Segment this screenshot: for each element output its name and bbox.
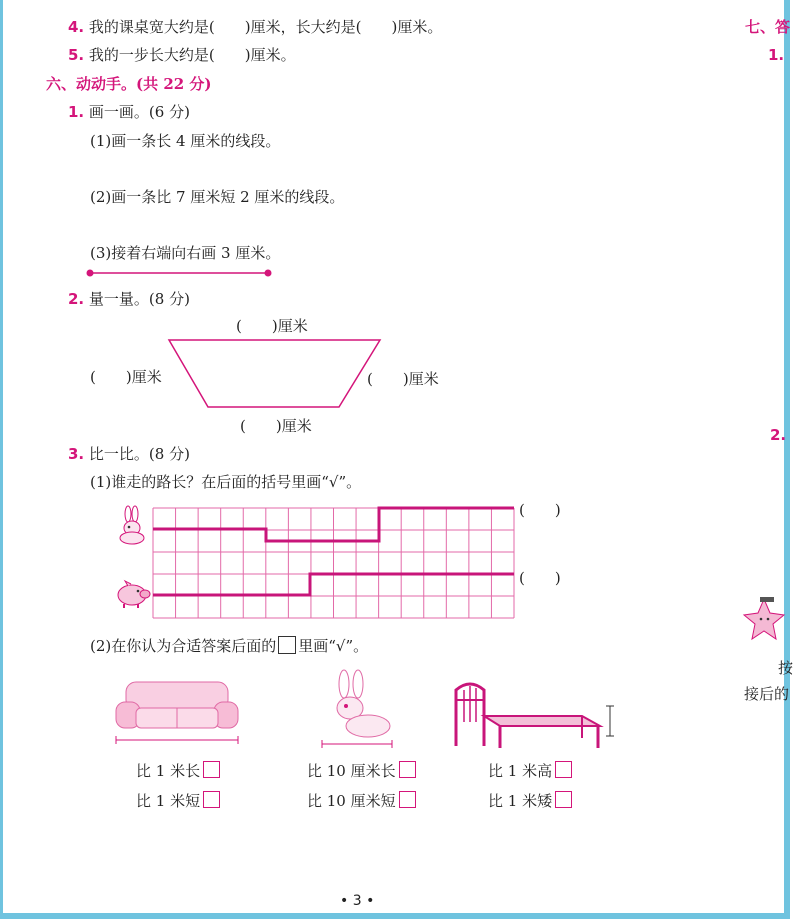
right-text-1: 按 [778,659,793,677]
rabbit-answer[interactable]: ( ) [519,501,561,519]
trapezoid-left-label: ( )厘米 [90,368,162,386]
question-4-text: 我的课桌宽大约是( )厘米，长大约是( )厘米。 [88,18,443,36]
q1-part-2: (2)画一条比 7 厘米短 2 厘米的线段。 [90,188,345,206]
right-q1-number: 1. [768,46,785,64]
pig-answer[interactable]: ( ) [519,569,561,587]
checkbox[interactable] [555,761,572,778]
bed-option-1[interactable] [488,761,572,781]
checkbox[interactable] [555,791,572,808]
bed-option-2[interactable] [488,791,572,811]
q3-part-2 [90,636,368,656]
rabbit-image [318,670,398,750]
question-5-text: 我的一步长大约是( )厘米。 [88,46,296,64]
trapezoid-right-label: ( )厘米 [367,370,439,388]
q2-title-text: 量一量。(8 分) [88,290,190,308]
q1-part-1: (1)画一条长 4 厘米的线段。 [90,132,281,150]
page-number: • 3 • [340,893,375,909]
checkbox[interactable] [203,761,220,778]
question-4-number: 4. [68,18,85,36]
right-section-7: 七、答 [745,18,791,36]
q1-number: 1. [68,103,85,121]
bed-option-1-label: 比 1 米高 [488,762,553,780]
q1-part-3: (3)接着右端向右画 3 厘米。 [90,244,281,262]
sofa-option-1[interactable] [136,761,220,781]
sofa-option-2[interactable] [136,791,220,811]
checkbox[interactable] [399,761,416,778]
q3-number: 3. [68,445,85,463]
example-box [278,636,296,654]
rabbit-path [153,508,514,541]
question-5-number: 5. [68,46,85,64]
rabbit-option-2[interactable] [307,791,416,811]
bed-option-2-label: 比 1 米矮 [488,792,553,810]
right-q2-number: 2. [770,426,787,444]
q3-part-1: (1)谁走的路长？在后面的括号里画“√”。 [90,473,362,491]
right-text-2: 接后的 [744,685,790,703]
trapezoid-top-label: ( )厘米 [236,317,308,335]
q2-number: 2. [68,290,85,308]
rabbit-icon [116,506,150,546]
sofa-image [112,676,242,746]
section-6-title: 六、动动手。(共 22 分) [46,75,212,93]
checkbox[interactable] [399,791,416,808]
checkbox[interactable] [203,791,220,808]
q3-title-text: 比一比。(8 分) [88,445,190,463]
rabbit-option-2-label: 比 10 厘米短 [307,792,396,810]
rabbit-option-1[interactable] [307,761,416,781]
rabbit-option-1-label: 比 10 厘米长 [307,762,396,780]
sofa-option-1-label: 比 1 米长 [136,762,201,780]
trapezoid-bottom-label: ( )厘米 [240,417,312,435]
q3-part-2-after: 里画“√”。 [298,637,369,655]
pig-path [153,574,514,595]
star-mascot-icon [742,595,786,643]
q1-title-text: 画一画。(6 分) [88,103,190,121]
bed-image [450,676,620,752]
pig-icon [116,580,152,610]
q3-part-2-before: (2)在你认为合适答案后面的 [90,637,277,655]
sofa-option-2-label: 比 1 米短 [136,792,201,810]
